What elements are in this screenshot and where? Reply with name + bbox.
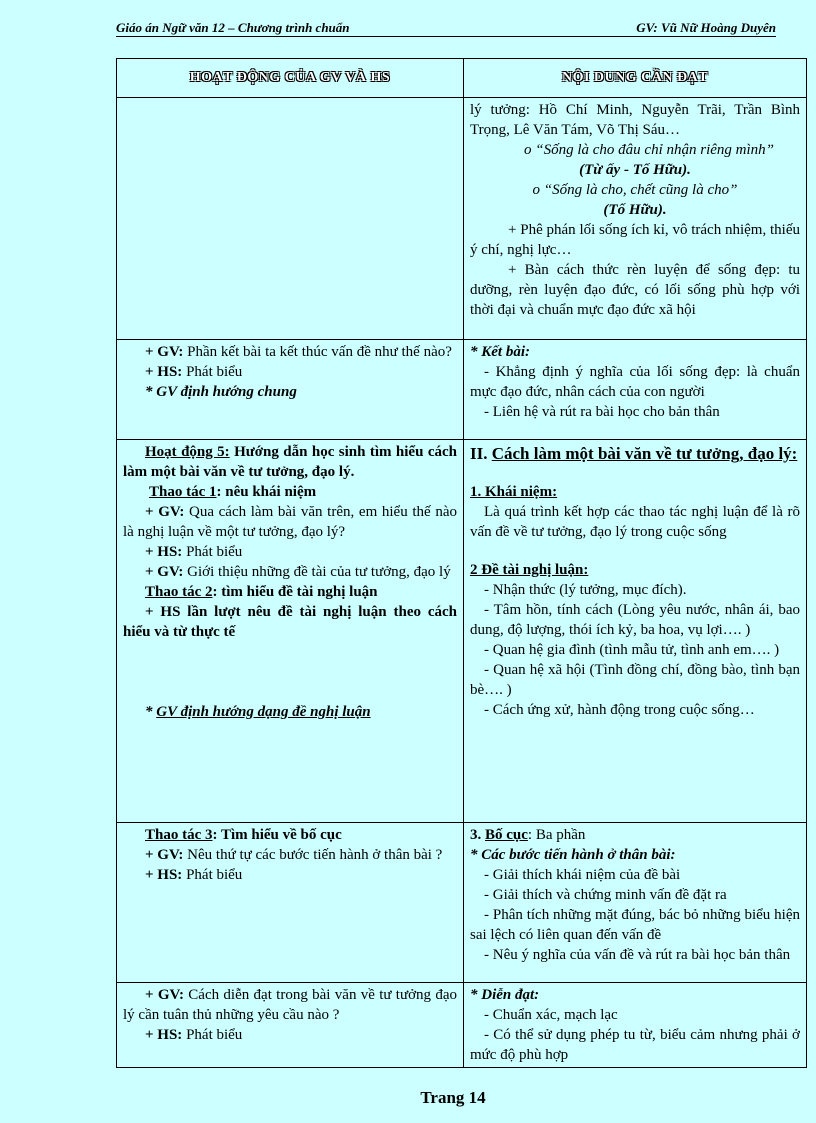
table-row — [117, 823, 807, 983]
gv-question: Qua cách làm bài văn trên, em hiểu thế nào là nghị luận về một tư tưởng, đạo lý? — [123, 504, 457, 540]
row1-right — [464, 98, 807, 340]
gv-label: + GV: — [145, 504, 185, 520]
quote-2-source: (Tố Hữu). — [603, 202, 667, 218]
row5-right — [464, 983, 807, 1068]
conclusion-line-2: - Liên hệ và rút ra bài học cho bản thân — [484, 404, 720, 420]
conclusion-title: * Kết bài: — [470, 344, 530, 360]
topic-item: - Quan hệ gia đình (tình mẫu tử, tình anh em…. ) — [484, 642, 780, 658]
page-number: Trang 14 — [420, 1088, 486, 1107]
gv-label: + GV: — [145, 987, 184, 1003]
col-header-activities: HOẠT ĐỘNG CỦA GV VÀ HS — [117, 59, 464, 98]
section-number: II. — [470, 444, 488, 463]
step1-text: : nêu khái niệm — [216, 484, 317, 500]
concept-heading: 1. Khái niệm: — [470, 484, 558, 500]
row2-right — [464, 340, 807, 440]
expression-title: * Diễn đạt: — [470, 987, 540, 1003]
hs-label: + HS: — [145, 544, 183, 560]
step3-text: : Tìm hiểu về bố cục — [212, 827, 342, 843]
quote-1: o “Sống là cho đâu chỉ nhận riêng mình” — [524, 142, 774, 158]
expression-line: - Có thể sử dụng phép tu từ, biểu cảm nhưng phải ở mức độ phù hợp — [470, 1027, 800, 1063]
gv-question: Cách diễn đạt trong bài văn về tư tưởng đạo lý cần tuân thủ những yêu cầu nào ? — [123, 987, 458, 1023]
step2-text: : tìm hiểu đề tài nghị luận — [212, 584, 378, 600]
gv-instruction: Giới thiệu những đề tài của tư tưởng, đạo lý — [187, 564, 451, 580]
body-step: - Giải thích khái niệm của đề bài — [484, 867, 681, 883]
quote-2: o “Sống là cho, chết cũng là cho” — [532, 182, 738, 198]
table-row — [117, 983, 807, 1068]
step3-label: Thao tác 3 — [145, 827, 213, 843]
hs-answer: Phát biểu — [186, 1027, 243, 1043]
body-step: - Giải thích và chứng minh vấn đề đặt ra — [484, 887, 727, 903]
gv-label: + GV: — [145, 344, 184, 360]
table-row — [117, 440, 807, 823]
col-header-content: NỘI DUNG CẦN ĐẠT — [464, 59, 807, 98]
hs-label: + HS: — [145, 1027, 183, 1043]
table-row — [117, 98, 807, 340]
gv-label: + GV: — [145, 847, 184, 863]
layout-number: 3. — [470, 827, 482, 843]
body-step: - Nêu ý nghĩa của vấn đề và rút ra bài học bản thân — [484, 947, 791, 963]
expression-line: - Chuẩn xác, mạch lạc — [484, 1007, 618, 1023]
lesson-table — [116, 58, 807, 1068]
layout-label: Bố cục — [485, 827, 528, 843]
topic-item: - Tâm hồn, tính cách (Lòng yêu nước, nhân ái, bao dung, độ lượng, thói ích kỷ, ba hoa, vụ lợi…. ) — [470, 602, 800, 638]
hs-label: + HS: — [145, 364, 183, 380]
row3-left — [117, 440, 464, 823]
header-right: GV: Vũ Nữ Hoàng Duyên — [636, 20, 776, 35]
gv-label: + GV: — [145, 564, 184, 580]
row1-left — [117, 98, 464, 340]
activity-text: Hướng dẫn học sinh tìm hiểu cách làm một bài văn về tư tưởng, đạo lý. — [123, 444, 457, 480]
note-star: * — [145, 704, 157, 720]
quote-1-source: (Từ ấy - Tố Hữu). — [579, 162, 691, 178]
topic-item: - Cách ứng xử, hành động trong cuộc sống… — [484, 702, 755, 718]
row3-right — [464, 440, 807, 823]
page-header — [116, 20, 776, 37]
gv-question: Nêu thứ tự các bước tiến hành ở thân bài ? — [187, 847, 443, 863]
step1-label: Thao tác 1 — [149, 484, 217, 500]
body-steps-title: * Các bước tiến hành ở thân bài: — [470, 847, 676, 863]
header-left: Giáo án Ngữ văn 12 – Chương trình chuẩn — [116, 20, 350, 35]
body-step: - Phân tích những mặt đúng, bác bỏ những biểu hiện sai lệch có liên quan đến vấn đề — [470, 907, 800, 943]
row5-left — [117, 983, 464, 1068]
row4-left — [117, 823, 464, 983]
row2-left — [117, 340, 464, 440]
step2-label: Thao tác 2 — [145, 584, 213, 600]
hs-answer: Phát biểu — [186, 544, 243, 560]
hs-label: + HS: — [145, 867, 183, 883]
training-point: + Bàn cách thức rèn luyện để sống đẹp: tu dưỡng, rèn luyện đạo đức, có lối sống phù hợp với thời đại và chuẩn mực đạo đức xã hội — [470, 262, 800, 318]
conclusion-line-1: - Khẳng định ý nghĩa của lối sống đẹp: là chuẩn mực đạo đức, nhân cách của con người — [470, 364, 800, 400]
row4-right — [464, 823, 807, 983]
table-header-row — [117, 59, 807, 98]
activity-label: Hoạt động 5: — [145, 444, 230, 460]
layout-text: : Ba phần — [527, 827, 586, 843]
topic-item: - Nhận thức (lý tưởng, mục đích). — [484, 582, 687, 598]
gv-note: GV định hướng dạng đề nghị luận — [156, 704, 371, 720]
table-row — [117, 340, 807, 440]
criticism-point: + Phê phán lối sống ích kỉ, vô trách nhiệm, thiếu ý chí, nghị lực… — [470, 222, 800, 258]
hs-answer: Phát biểu — [186, 867, 243, 883]
topic-item: - Quan hệ xã hội (Tình đồng chí, đồng bào, tình bạn bè…. ) — [470, 662, 800, 698]
section-title: Cách làm một bài văn về tư tưởng, đạo lý: — [491, 444, 798, 463]
gv-question: Phần kết bài ta kết thúc vấn đề như thế nào? — [187, 344, 452, 360]
hs-answer: Phát biểu — [186, 364, 243, 380]
topics-heading: 2 Đề tài nghị luận: — [470, 562, 589, 578]
concept-text: Là quá trình kết hợp các thao tác nghị luận để là rõ vấn đề về tư tưởng, đạo lý trong cuộc sống — [470, 504, 800, 540]
ideals-list: lý tưởng: Hồ Chí Minh, Nguyễn Trãi, Trần Bình Trọng, Lê Văn Tám, Võ Thị Sáu… — [470, 102, 800, 138]
hs-topics: + HS lần lượt nêu đề tài nghị luận theo cách hiểu và từ thực tế — [123, 604, 457, 640]
gv-note: * GV định hướng chung — [145, 384, 297, 400]
